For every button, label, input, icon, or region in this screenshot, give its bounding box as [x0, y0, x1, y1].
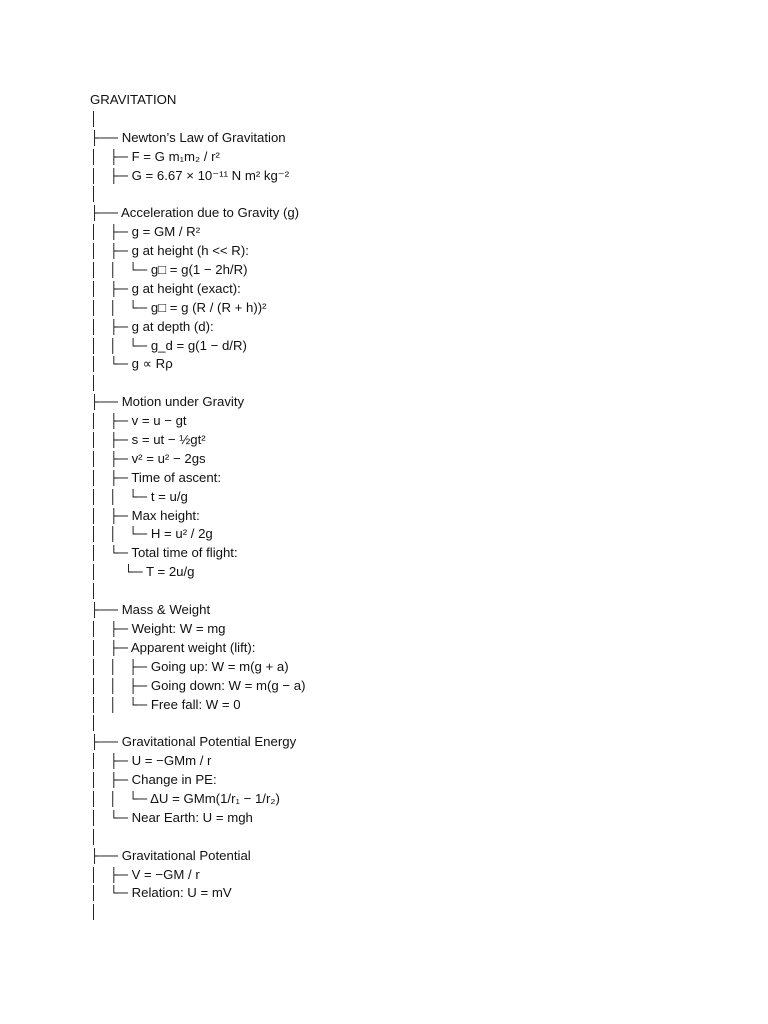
tree-line: │ ├─ V = −GM / r [90, 866, 200, 882]
tree-line: │ └─ g ∝ Rρ [90, 356, 173, 372]
tree-line: │ │ └─ Free fall: W = 0 [90, 696, 241, 712]
tree-line: │ [90, 110, 99, 126]
tree-line: │ [90, 904, 99, 920]
tree-line: │ ├─ g at depth (d): [90, 318, 214, 334]
tree-line: │ ├─ Time of ascent: [90, 469, 222, 485]
tree-line: │ │ └─ ΔU = GMm(1/r₁ − 1/r₂) [90, 790, 280, 806]
tree-line: ├── Acceleration due to Gravity (g) [90, 205, 300, 221]
tree-line: │ ├─ Change in PE: [90, 772, 217, 788]
tree-line: │ ├─ g at height (exact): [90, 280, 241, 296]
tree-line: │ │ ├─ Going up: W = m(g + a) [90, 658, 289, 674]
tree-line: │ └─ Total time of flight: [90, 545, 238, 561]
tree-line: │ └─ Near Earth: U = mgh [90, 809, 253, 825]
tree-line: │ ├─ Weight: W = mg [90, 620, 226, 636]
tree-line: │ [90, 828, 99, 844]
tree-line: │ │ └─ g□ = g (R / (R + h))² [90, 299, 267, 315]
document-page [90, 91, 750, 922]
tree-line: ├── Gravitational Potential Energy [90, 734, 297, 750]
tree-line: ├── Motion under Gravity [90, 394, 245, 410]
tree-line: ├── Mass & Weight [90, 602, 211, 618]
tree-outline [90, 110, 750, 922]
tree-line: │ ├─ g at height (h << R): [90, 243, 249, 259]
tree-line: ├── Gravitational Potential [90, 847, 251, 863]
tree-line: │ │ └─ t = u/g [90, 488, 188, 504]
tree-line: │ [90, 375, 99, 391]
tree-line: ├── Newton’s Law of Gravitation [90, 129, 286, 145]
tree-line: │ ├─ g = GM / R² [90, 224, 201, 240]
tree-line: │ ├─ Apparent weight (lift): [90, 639, 256, 655]
tree-line: │ │ └─ g□ = g(1 − 2h/R) [90, 262, 248, 278]
tree-line: │ ├─ U = −GMm / r [90, 753, 212, 769]
tree-line: │ [90, 583, 99, 599]
tree-line: │ │ ├─ Going down: W = m(g − a) [90, 677, 306, 693]
tree-line: │ ├─ v² = u² − 2gs [90, 450, 206, 466]
tree-line: │ │ └─ H = u² / 2g [90, 526, 213, 542]
document-title: GRAVITATION [90, 92, 177, 107]
tree-line: │ └─ T = 2u/g [90, 564, 195, 580]
tree-line: │ │ └─ g_d = g(1 − d/R) [90, 337, 247, 353]
tree-line: │ ├─ Max height: [90, 507, 200, 523]
tree-line: │ ├─ F = G m₁m₂ / r² [90, 148, 220, 164]
tree-line: │ [90, 715, 99, 731]
tree-line: │ ├─ G = 6.67 × 10⁻¹¹ N m² kg⁻² [90, 167, 290, 183]
tree-line: │ └─ Relation: U = mV [90, 885, 232, 901]
tree-line: │ ├─ v = u − gt [90, 413, 187, 429]
tree-line: │ ├─ s = ut − ½gt² [90, 432, 206, 448]
tree-line: │ [90, 186, 99, 202]
